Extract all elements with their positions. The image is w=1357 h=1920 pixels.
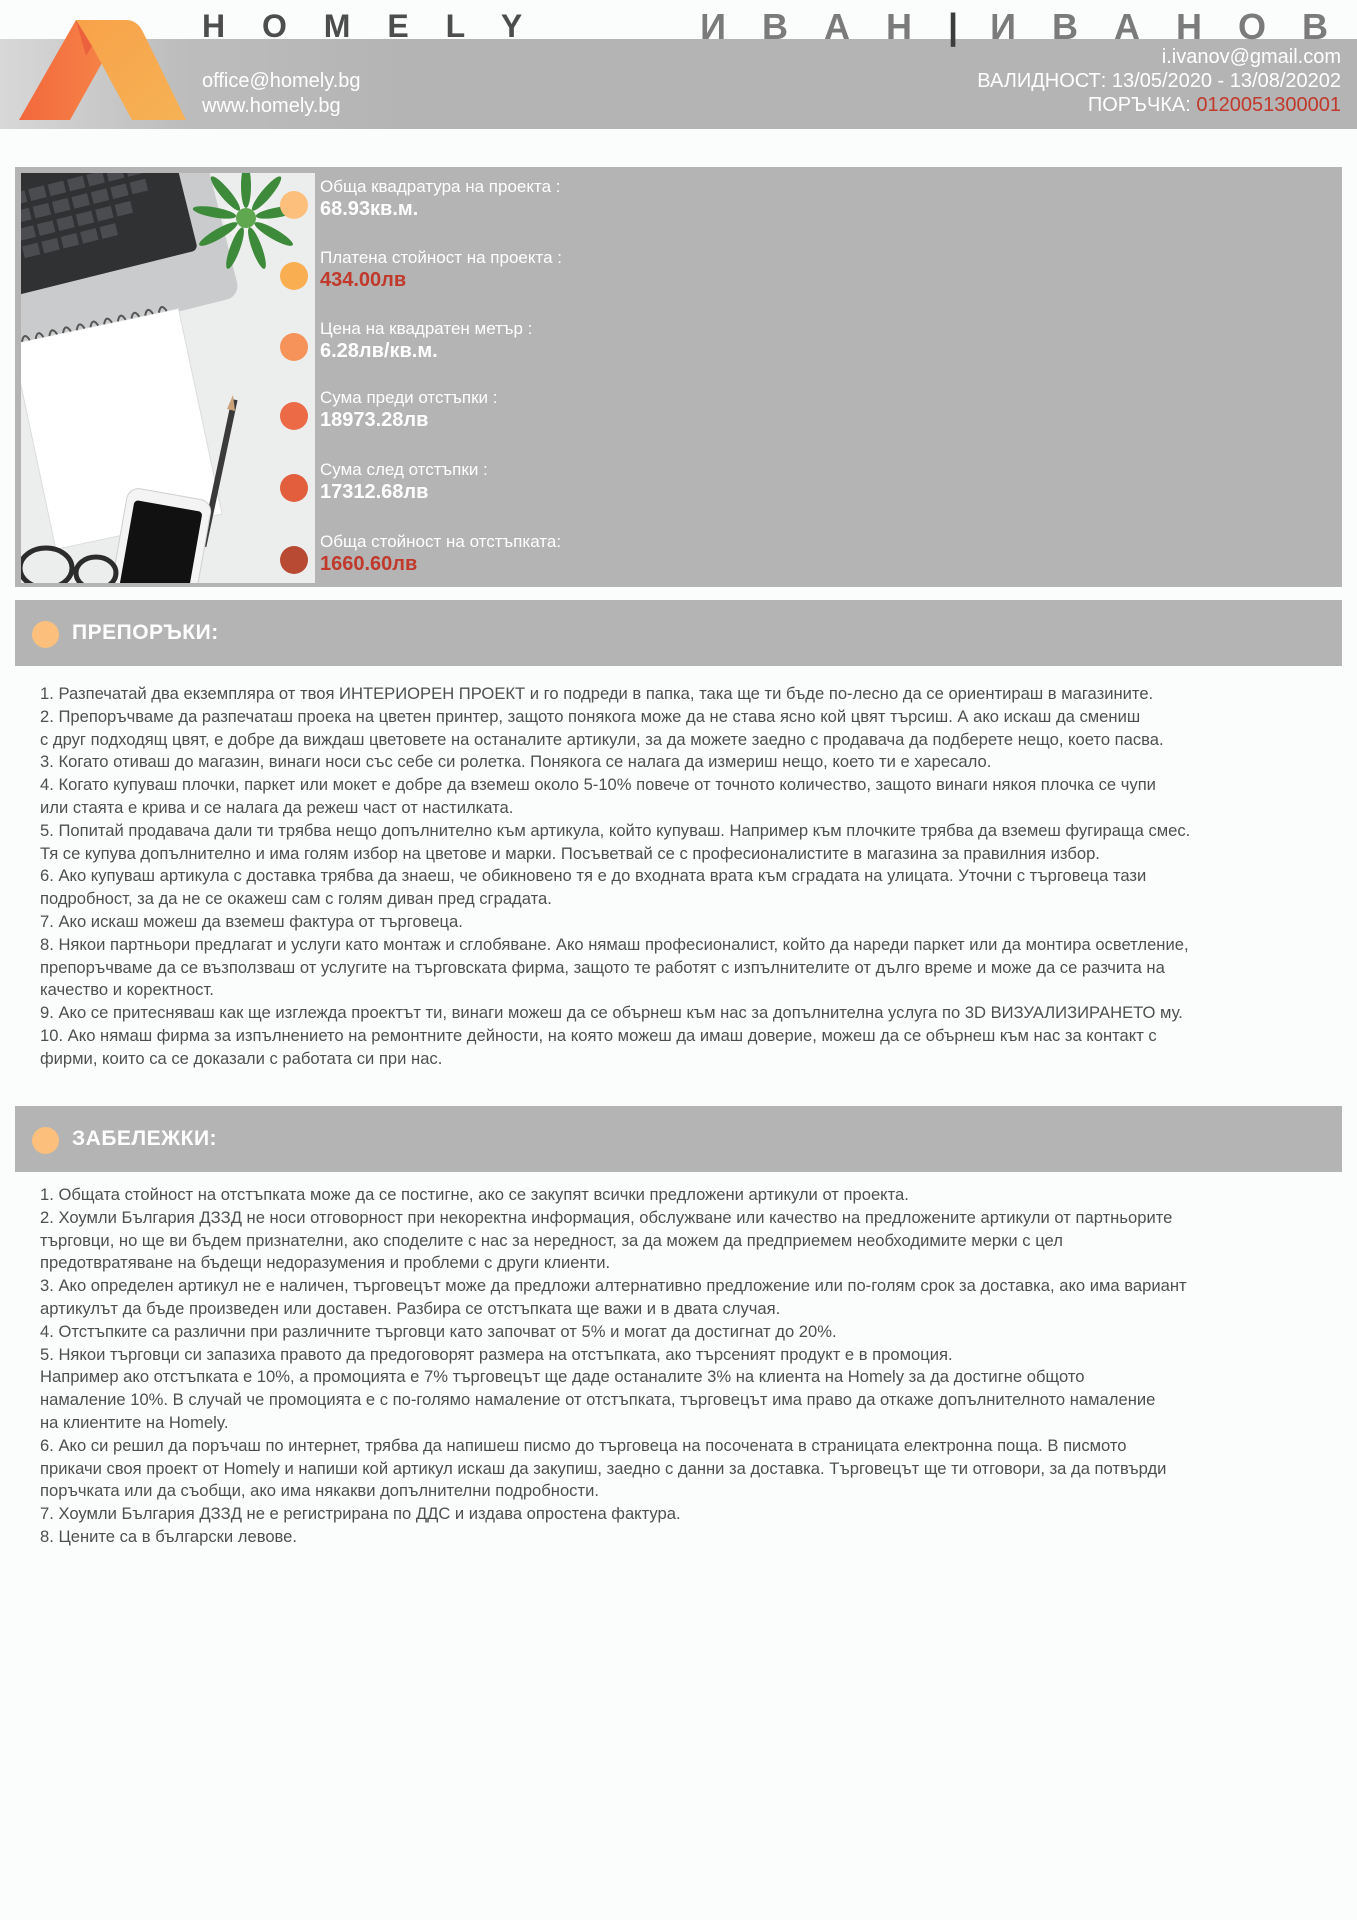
company-email[interactable]: office@homely.bg xyxy=(202,70,361,92)
stat-label: Обща стойност на отстъпката: xyxy=(320,532,562,551)
list-item: 2. Препоръчваме да разпечаташ проека на цветен принтер, защото понякога може да не става ясно кой цвят търсиш. А ако искаш да смениш xyxy=(40,706,1141,726)
client-details xyxy=(977,45,1341,117)
list-item: 3. Когато отиваш до магазин, винаги носи със себе си ролетка. Понякога се налага да измериш нещо, което ти е харесало. xyxy=(40,752,992,772)
client-name xyxy=(700,6,1341,48)
list-item: на клиентите на Homely. xyxy=(40,1412,229,1432)
list-item: предотвратяване на бъдещи недоразумения и проблеми с други клиенти. xyxy=(40,1253,611,1273)
bullet-icon xyxy=(32,1127,59,1154)
brand-name: H O M E L Y xyxy=(202,8,537,44)
list-item: фирми, които са се доказали с работата си при нас. xyxy=(40,1048,443,1068)
stat-value: 68.93кв.м. xyxy=(320,198,419,220)
stat-value: 1660.60лв xyxy=(320,553,418,575)
homely-logo xyxy=(14,16,189,124)
list-item: препоръчваме да се възползваш от услугите на търговската фирма, защото те работят с изпълнителите от дълго време и може да се разчита на xyxy=(40,957,1165,977)
company-website[interactable]: www.homely.bg xyxy=(202,95,341,117)
list-item: 5. Някои търговци си запазиха правото да предоговорят размера на отстъпката, ако търсеният продукт е в промоция. xyxy=(40,1344,953,1364)
stat-dot-icon xyxy=(280,191,308,219)
order-label: ПОРЪЧКА: xyxy=(1087,94,1191,116)
stat-dot-icon xyxy=(280,333,308,361)
validity-line xyxy=(977,69,1341,93)
list-item: 9. Ако се притесняваш как ще изглежда проектът ти, винаги можеш да се обърнеш към нас за допълнителна услуга по 3D ВИЗУАЛИЗИРАНЕТО му. xyxy=(40,1003,1183,1023)
stat-value: 17312.68лв xyxy=(320,481,429,503)
list-item: търговци, но ще ви бъдем признателни, ако споделите с нас за нередност, за да можем да предприемем необходимите мерки с цел xyxy=(40,1230,1063,1250)
list-item: 7. Ако искаш можеш да вземеш фактура от търговеца. xyxy=(40,911,463,931)
list-item: 2. Хоумли България ДЗЗД не носи отговорност при некоректна информация, обслужване или качество на предложените артикули от партньорите xyxy=(40,1207,1173,1227)
recommendations-list xyxy=(40,683,1340,1071)
page-header xyxy=(0,0,1357,130)
stat-label: Обща квадратура на проекта : xyxy=(320,177,561,196)
list-item: 7. Хоумли България ДЗЗД не е регистрирана по ДДС и издава опростена фактура. xyxy=(40,1504,681,1524)
list-item: прикачи своя проект от Homely и напиши кой артикул искаш да закупиш, заедно с данни за доставка. Търговецът ще ти отговори, за да потвърди xyxy=(40,1458,1167,1478)
list-item: 5. Попитай продавача дали ти трябва нещо допълнително към артикула, който купуваш. Например към плочките трябва да вземеш фугираща смес. xyxy=(40,820,1191,840)
stat-value: 434.00лв xyxy=(320,269,407,291)
list-item: 8. Някои партньори предлагат и услуги като монтаж и сглобяване. Ако нямаш професионалист, който да нареди паркет или да монтира осветление, xyxy=(40,934,1189,954)
stat-value: 6.28лв/кв.м. xyxy=(320,340,438,362)
stat-label: Платена стойност на проекта : xyxy=(320,248,562,267)
list-item: артикулът да бъде произведен или доставен. Разбира се отстъпката ще важи и в двата случая. xyxy=(40,1298,781,1318)
client-first-name: И В А Н xyxy=(700,6,925,47)
bullet-icon xyxy=(32,621,59,648)
stat-dot-icon xyxy=(280,402,308,430)
name-separator: | xyxy=(948,6,968,47)
desk-photo xyxy=(21,173,315,583)
list-item: 4. Отстъпките са различни при различните търговци като започват от 5% и могат да достигнат до 20%. xyxy=(40,1321,837,1341)
list-item: Тя се купува допълнително и има голям избор на цветове и марки. Посъветвай се с професионалистите в магазина за правилния избор. xyxy=(40,843,1100,863)
notes-list xyxy=(40,1184,1340,1549)
stat-label: Сума преди отстъпки : xyxy=(320,388,498,407)
client-email[interactable]: i.ivanov@gmail.com xyxy=(1161,46,1341,68)
company-contacts xyxy=(202,69,361,119)
list-item: 1. Общата стойност на отстъпката може да се постигне, ако се закупят всички предложени артикули от проекта. xyxy=(40,1185,909,1204)
list-item: качество и коректност. xyxy=(40,980,214,1000)
stat-label: Сума след отстъпки : xyxy=(320,460,488,479)
list-item: 3. Ако определен артикул не е наличен, търговецът може да предложи алтернативно предложение или по-голям срок за доставка, ако има вариант xyxy=(40,1276,1187,1296)
recommendations-header xyxy=(15,600,1342,666)
list-item: с друг подходящ цвят, е добре да виждаш цветовете на останалите артикули, за да можете заедно с продавача да подберете нещо, което пасва. xyxy=(40,729,1164,749)
stat-dot-icon xyxy=(280,546,308,574)
stat-label: Цена на квадратен метър : xyxy=(320,319,533,338)
order-number: 0120051300001 xyxy=(1196,94,1341,116)
notes-title: ЗАБЕЛЕЖКИ: xyxy=(72,1127,218,1150)
list-item: намаление 10%. В случай че промоцията е с по-голямо намаление от отстъпката, търговецът има право да откаже допълнителното намаление xyxy=(40,1390,1156,1410)
client-last-name: И В А Н О В xyxy=(990,6,1341,47)
list-item: 6. Ако купуваш артикула с доставка трябва да знаеш, че обикновено тя е до входната врата към сградата на улицата. Уточни с търговеца тази xyxy=(40,866,1147,886)
list-item: Например ако отстъпката е 10%, а промоцията е 7% търговецът ще даде останалите 3% на клиента на Homely за да достигне общото xyxy=(40,1367,1085,1387)
list-item: 4. Когато купуваш плочки, паркет или мокет е добре да вземеш около 5-10% повече от точното количество, защото винаги някоя плочка се чупи xyxy=(40,775,1156,795)
project-summary xyxy=(15,167,1342,587)
stat-dot-icon xyxy=(280,262,308,290)
list-item: 6. Ако си решил да поръчаш по интернет, трябва да напишеш писмо до търговеца на посочената в страницата електронна поща. В писмото xyxy=(40,1435,1127,1455)
validity-value: 13/05/2020 - 13/08/20202 xyxy=(1111,70,1341,92)
list-item: 10. Ако нямаш фирма за изпълнението на ремонтните дейности, на която можеш да имаш доверие, можеш да се обърнеш към нас за контакт с xyxy=(40,1025,1157,1045)
list-item: подробност, за да не се окажеш сам с голям диван пред сградата. xyxy=(40,889,552,909)
list-item: 8. Цените са в български левове. xyxy=(40,1526,298,1546)
list-item: 1. Разпечатай два екземпляра от твоя ИНТЕРИОРЕН ПРОЕКТ и го подреди в папка, така ще ти бъде по-лесно да се ориентираш в магазините. xyxy=(40,684,1154,703)
list-item: или стаята е крива и се налага да режеш част от настилката. xyxy=(40,797,514,817)
stat-dot-icon xyxy=(280,474,308,502)
stat-value: 18973.28лв xyxy=(320,409,429,431)
notes-header xyxy=(15,1106,1342,1172)
desk-illustration xyxy=(21,173,315,583)
order-line xyxy=(977,93,1341,117)
list-item: поръчката или да съобщи, ако има някакви допълнителни подробности. xyxy=(40,1481,599,1501)
recommendations-title: ПРЕПОРЪКИ: xyxy=(72,621,219,644)
validity-label: ВАЛИДНОСТ: xyxy=(977,70,1107,92)
